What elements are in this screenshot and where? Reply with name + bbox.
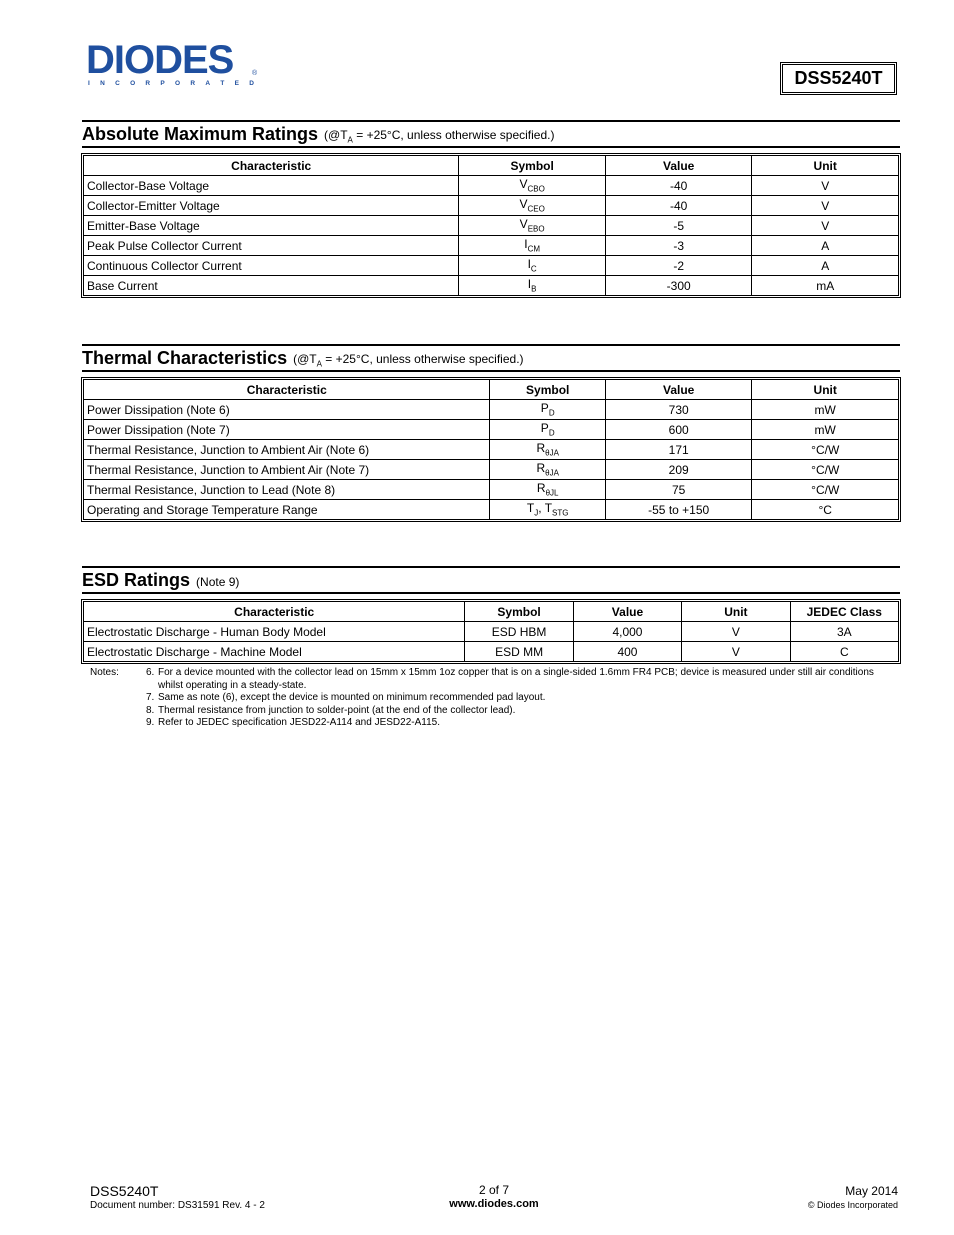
logo-subtitle-letter: D	[249, 80, 254, 87]
note-number: 6.	[146, 667, 155, 678]
characteristic-cell: Thermal Resistance, Junction to Ambient Air (Note 7)	[84, 460, 490, 480]
column-header: Characteristic	[84, 602, 465, 622]
thermal-characteristics-table	[83, 379, 899, 520]
note-item	[146, 705, 886, 718]
page-number: 2 of 7	[478, 1183, 510, 1197]
note-number: 8.	[146, 704, 155, 716]
characteristic-cell: Collector-Emitter Voltage	[84, 196, 459, 216]
unit-cell: A	[752, 236, 899, 256]
symbol-cell: $R_{\theta JA}$	[490, 460, 605, 480]
column-header: Value	[605, 156, 752, 176]
unit-cell: °C/W	[752, 440, 899, 460]
note-item	[146, 692, 886, 705]
symbol-cell: $I_B$	[459, 276, 606, 296]
footer-right	[808, 1184, 898, 1210]
table-row	[84, 642, 899, 662]
section-title: Absolute Maximum Ratings	[82, 123, 319, 144]
unit-cell: V	[682, 642, 790, 662]
symbol-cell: $P_D$	[490, 420, 605, 440]
footer-copyright: © Diodes Incorporated	[807, 1200, 898, 1210]
column-header: Characteristic	[84, 380, 490, 400]
logo-subtitle-letter: T	[220, 80, 225, 87]
section-header	[82, 566, 900, 594]
table-row	[84, 500, 899, 520]
value-cell: 730	[605, 400, 752, 420]
absolute-maximum-ratings-section	[82, 120, 900, 296]
section-header	[82, 344, 900, 372]
section-title: ESD Ratings	[82, 569, 191, 590]
part-number-box: DSS5240T	[780, 62, 897, 95]
note-number: 7.	[146, 692, 155, 704]
logo-wordmark: DIODES	[86, 38, 234, 82]
unit-cell: °C/W	[752, 460, 899, 480]
value-cell: 171	[605, 440, 752, 460]
table-row	[84, 480, 899, 500]
section-condition: ($@T_A = +25^\circ C$, unless otherwise specified.)	[324, 127, 555, 145]
value-cell: -40	[605, 196, 752, 216]
unit-cell: °C/W	[752, 480, 899, 500]
value-cell: -40	[605, 176, 752, 196]
characteristic-cell: Power Dissipation (Note 7)	[84, 420, 490, 440]
note-item	[146, 717, 886, 730]
logo-subtitle-letter: E	[234, 80, 239, 87]
section-condition: ($@T_A = +25^\circ C$, unless otherwise specified.)	[293, 351, 524, 369]
column-header: Symbol	[459, 156, 606, 176]
value-cell: -300	[605, 276, 752, 296]
column-header: Symbol	[465, 602, 573, 622]
section-title: Thermal Characteristics	[82, 347, 288, 368]
table-row	[84, 216, 899, 236]
table-row	[84, 236, 899, 256]
table-row	[84, 440, 899, 460]
unit-cell: V	[752, 216, 899, 236]
note-text: Refer to JEDEC specification JESD22-A114 and JESD22-A115.	[158, 717, 440, 729]
characteristic-cell: Continuous Collector Current	[84, 256, 459, 276]
thermal-characteristics-section	[82, 344, 900, 520]
symbol-cell: $V_{EBO}$	[459, 216, 606, 236]
unit-cell: mW	[752, 420, 899, 440]
column-header: Unit	[752, 380, 899, 400]
logo-subtitle-letter: O	[175, 80, 181, 87]
table-row	[84, 622, 899, 642]
value-cell: 400	[573, 642, 681, 662]
notes-label: Notes:	[90, 667, 119, 678]
table-row	[84, 196, 899, 216]
unit-cell: V	[752, 196, 899, 216]
column-header: Value	[573, 602, 681, 622]
symbol-cell: $I_{CM}$	[459, 236, 606, 256]
logo-subtitle-letter: A	[205, 80, 211, 87]
unit-cell: mA	[752, 276, 899, 296]
symbol-cell: $P_D$	[490, 400, 605, 420]
column-header: Unit	[682, 602, 790, 622]
logo-subtitle-letter: I	[88, 80, 90, 87]
unit-cell: °C	[752, 500, 899, 520]
note-number: 9.	[146, 717, 155, 729]
table-row	[84, 420, 899, 440]
logo-registered-mark: ®	[252, 70, 258, 77]
table-row	[84, 276, 899, 296]
section-header	[82, 120, 900, 148]
symbol-cell: $R_{\theta JA}$	[490, 440, 605, 460]
symbol-cell: $V_{CEO}$	[459, 196, 606, 216]
characteristic-cell: Electrostatic Discharge - Machine Model	[84, 642, 465, 662]
symbol-cell: $R_{\theta JL}$	[490, 480, 605, 500]
symbol-cell: $T_J$, $T_{STG}$	[490, 500, 605, 520]
footer-part-number: DSS5240T	[90, 1183, 159, 1199]
value-cell: -5	[605, 216, 752, 236]
characteristic-cell: Peak Pulse Collector Current	[84, 236, 459, 256]
esd-ratings-section	[82, 566, 900, 662]
column-header: Value	[605, 380, 752, 400]
value-cell: 4,000	[573, 622, 681, 642]
diodes-logo	[86, 38, 258, 90]
symbol-cell: ESD MM	[465, 642, 573, 662]
characteristic-cell: Thermal Resistance, Junction to Ambient Air (Note 6)	[84, 440, 490, 460]
jedec-class-cell: C	[790, 642, 898, 662]
note-text: Same as note (6), except the device is mounted on minimum recommended pad layout.	[158, 692, 546, 704]
characteristic-cell: Thermal Resistance, Junction to Lead (Note 8)	[84, 480, 490, 500]
table-row	[84, 460, 899, 480]
table-row	[84, 256, 899, 276]
unit-cell: V	[752, 176, 899, 196]
note-item	[146, 667, 886, 692]
footer-document-number: Document number: DS31591 Rev. 4 - 2	[90, 1200, 265, 1211]
value-cell: -3	[605, 236, 752, 256]
value-cell: -55 to +150	[605, 500, 752, 520]
column-header: Unit	[752, 156, 899, 176]
unit-cell: V	[682, 622, 790, 642]
value-cell: 209	[605, 460, 752, 480]
logo-subtitle-letter: O	[130, 80, 136, 87]
table-row	[84, 400, 899, 420]
characteristic-cell: Collector-Base Voltage	[84, 176, 459, 196]
footer-center	[394, 1183, 594, 1210]
logo-subtitle-letter: R	[190, 80, 196, 87]
unit-cell: mW	[752, 400, 899, 420]
value-cell: -2	[605, 256, 752, 276]
section-condition: (Note 9)	[196, 575, 240, 589]
column-header: JEDEC Class	[790, 602, 898, 622]
table-row	[84, 176, 899, 196]
column-header: Symbol	[490, 380, 605, 400]
characteristic-cell: Operating and Storage Temperature Range	[84, 500, 490, 520]
value-cell: 75	[605, 480, 752, 500]
note-text: For a device mounted with the collector lead on 15mm x 15mm 1oz copper that is on a single-sided 1.6mm FR4 PCB; device is measured under still air conditions whilst operating in a steady-state.	[158, 667, 874, 691]
unit-cell: A	[752, 256, 899, 276]
value-cell: 600	[605, 420, 752, 440]
symbol-cell: $I_C$	[459, 256, 606, 276]
logo-subtitle-letter: P	[160, 80, 165, 87]
esd-ratings-table	[83, 601, 899, 662]
notes-list	[146, 667, 886, 730]
website-link[interactable]: www.diodes.com	[449, 1198, 539, 1210]
note-text: Thermal resistance from junction to solder-point (at the end of the collector lead).	[158, 704, 516, 716]
logo-subtitle-letter: N	[100, 80, 105, 87]
absolute-maximum-ratings-table	[83, 155, 899, 296]
footer-date: May 2014	[845, 1184, 898, 1198]
logo-subtitle-letter: C	[115, 80, 120, 87]
footer-left	[90, 1183, 265, 1211]
characteristic-cell: Electrostatic Discharge - Human Body Model	[84, 622, 465, 642]
column-header: Characteristic	[84, 156, 459, 176]
logo-subtitle-letter: R	[145, 80, 151, 87]
jedec-class-cell: 3A	[790, 622, 898, 642]
characteristic-cell: Emitter-Base Voltage	[84, 216, 459, 236]
logo-subtitle	[88, 80, 254, 87]
symbol-cell: ESD HBM	[465, 622, 573, 642]
characteristic-cell: Base Current	[84, 276, 459, 296]
characteristic-cell: Power Dissipation (Note 6)	[84, 400, 490, 420]
symbol-cell: $V_{CBO}$	[459, 176, 606, 196]
